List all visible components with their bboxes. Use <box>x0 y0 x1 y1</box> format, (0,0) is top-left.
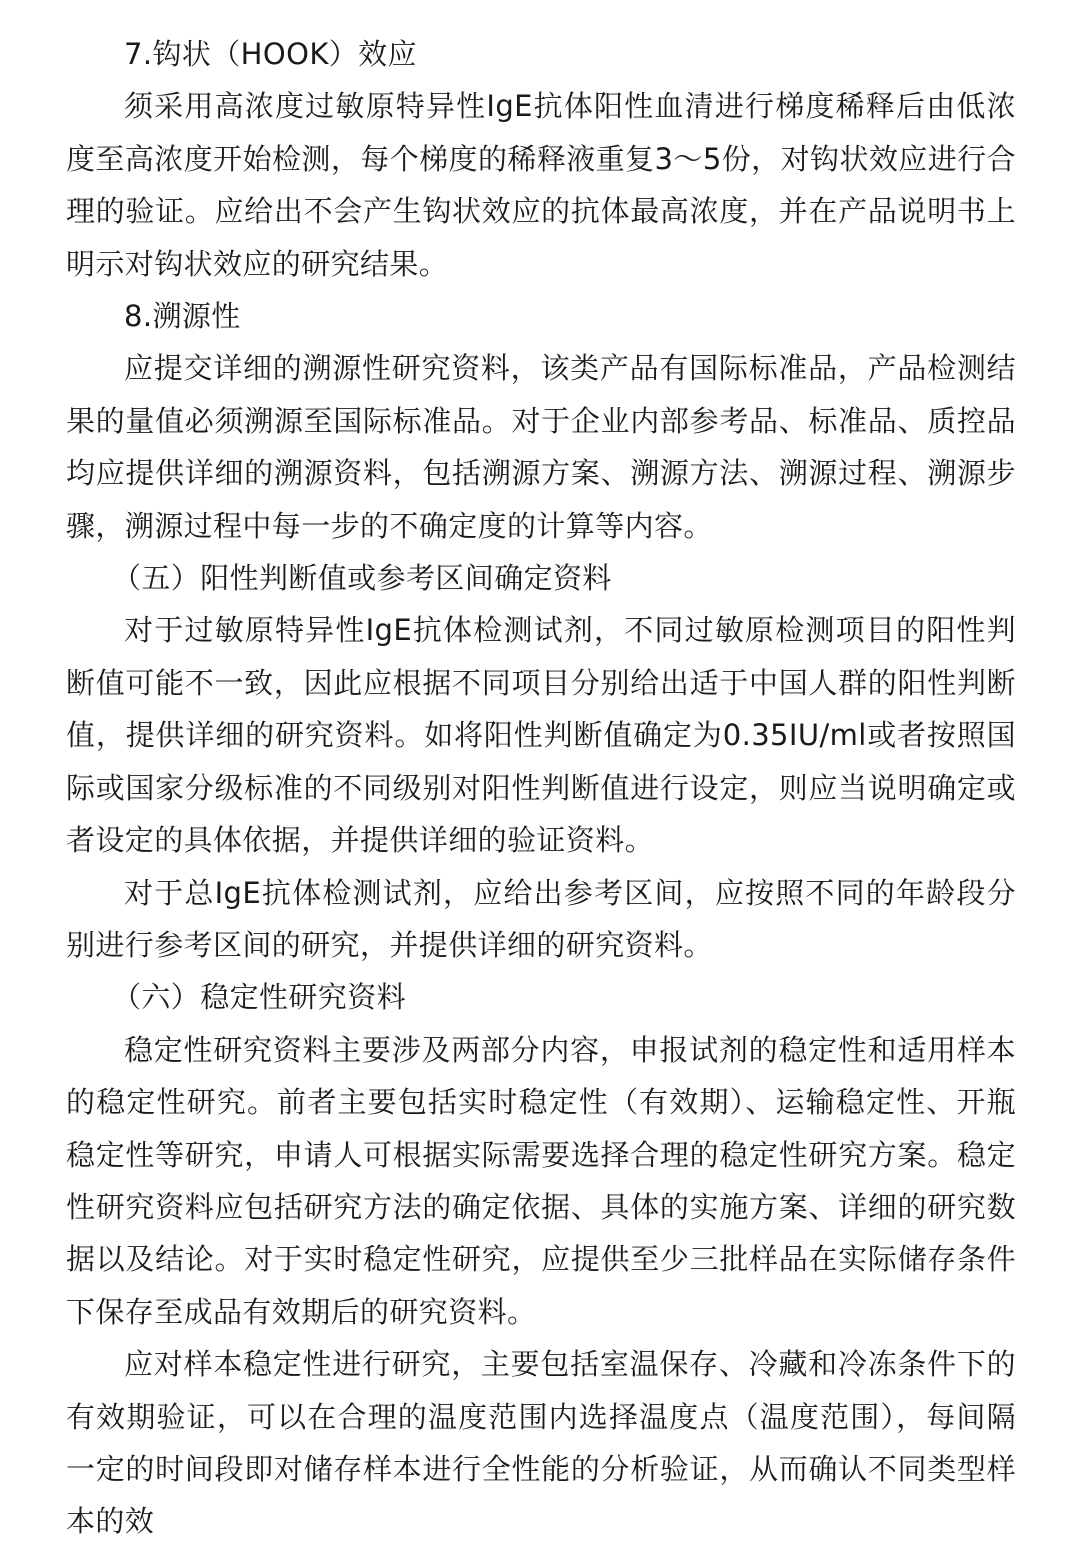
document-page <box>66 28 1016 1548</box>
paragraph-positive-cutoff: 对于过敏原特异性IgE抗体检测试剂，不同过敏原检测项目的阳性判断值可能不一致，因此应根据不同项目分别给出适于中国人群的阳性判断值，提供详细的研究资料。如将阳性判断值确定为0.35IU/ml或者按照国际或国家分级标准的不同级别对阳性判断值进行设定，则应当说明确定或者设定的具体依据，并提供详细的验证资料。 <box>66 613 1016 858</box>
paragraph-reagent-stability: 稳定性研究资料主要涉及两部分内容，申报试剂的稳定性和适用样本的稳定性研究。前者主要包括实时稳定性（有效期）、运输稳定性、开瓶稳定性等研究，申请人可根据实际需要选择合理的稳定性研究方案。稳定性研究资料应包括研究方法的确定依据、具体的实施方案、详细的研究数据以及结论。对于实时稳定性研究，应提供至少三批样品在实际储存条件下保存至成品有效期后的研究资料。 <box>66 1032 1016 1329</box>
paragraph-hook-effect: 须采用高浓度过敏原特异性IgE抗体阳性血清进行梯度稀释后由低浓度至高浓度开始检测，每个梯度的稀释液重复3～5份，对钩状效应进行合理的验证。应给出不会产生钩状效应的抗体最高浓度，并在产品说明书上明示对钩状效应的研究结果。 <box>66 89 1016 281</box>
heading-traceability: 8.溯源性 <box>124 299 241 334</box>
paragraph-traceability: 应提交详细的溯源性研究资料，该类产品有国际标准品，产品检测结果的量值必须溯源至国际标准品。对于企业内部参考品、标准品、质控品均应提供详细的溯源资料，包括溯源方案、溯源方法、溯源过程、溯源步骤，溯源过程中每一步的不确定度的计算等内容。 <box>66 351 1016 543</box>
heading-hook-effect: 7.钩状（HOOK）效应 <box>124 37 417 71</box>
paragraph-sample-stability: 应对样本稳定性进行研究，主要包括室温保存、冷藏和冷冻条件下的有效期验证，可以在合理的温度范围内选择温度点（温度范围），每间隔一定的时间段即对储存样本进行全性能的分析验证，从而确认不同类型样本的效 <box>66 1347 1016 1539</box>
heading-positive-cutoff: （五）阳性判断值或参考区间确定资料 <box>112 561 612 596</box>
heading-stability: （六）稳定性研究资料 <box>112 980 407 1015</box>
paragraph-reference-interval: 对于总IgE抗体检测试剂，应给出参考区间，应按照不同的年龄段分别进行参考区间的研究，并提供详细的研究资料。 <box>66 875 1016 962</box>
